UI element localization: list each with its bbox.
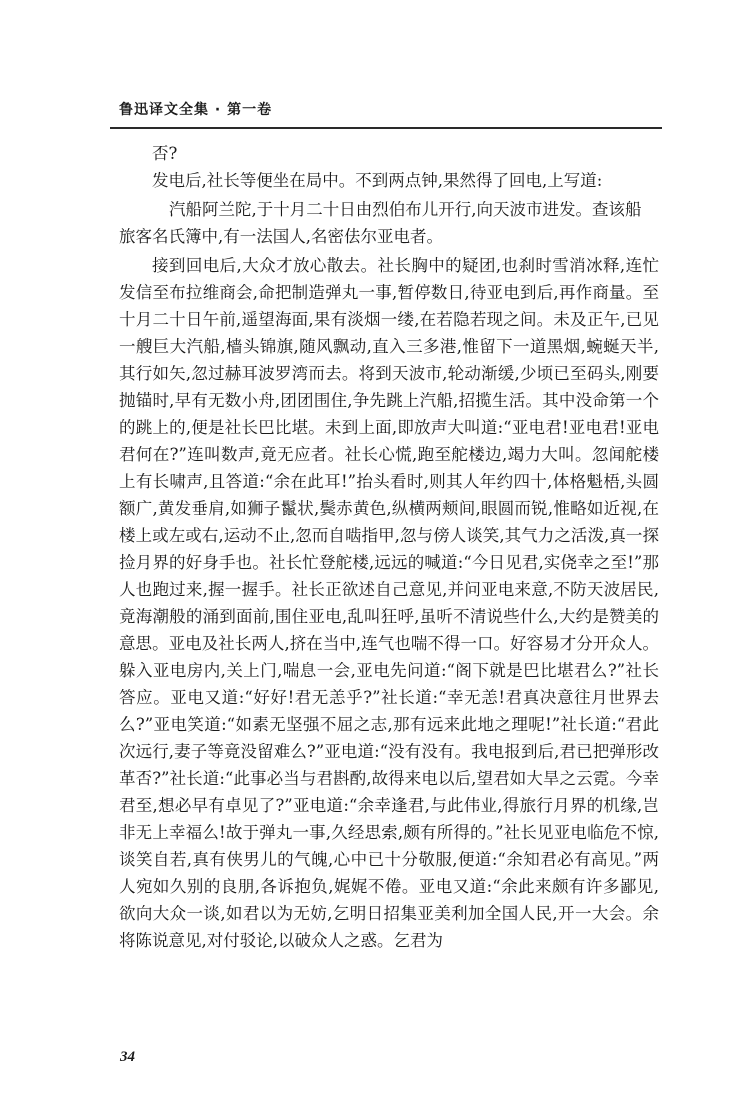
page-number: 34 bbox=[120, 1049, 135, 1065]
telegram-quote-continued: 旅客名氏簿中,有一法国人,名密佉尔亚电者。 bbox=[119, 227, 443, 246]
telegram-quote: 汽船阿兰陀,于十月二十日由烈伯布儿开行,向天波市进发。查该船 bbox=[169, 200, 642, 219]
body-text bbox=[119, 140, 659, 954]
paragraph: 接到回电后,大众才放心散去。社长胸中的疑团,也刹时雪消冰释,连忙发信至布拉维商会,命把制造弹丸一事,暂停数日,待亚电到后,再作商量。至十月二十日午前,遥望海面,果有淡烟一缕,在若隐若现之间。未及正午,已见一艘巨大汽船,樯头锦旗,随风飘动,直入三多港,惟留下一道黑烟,蜿蜒天半,其行如矢,忽过赫耳波罗湾而去。将到天波市,轮动渐缓,少顷已至码头,刚要抛锚时,早有无数小舟,团团围住,争先跳上汽船,招揽生活。其中没命第一个的跳上的,便是社长巴比堪。未到上面,即放声大叫道:“亚电君!亚电君!亚电君何在?”连叫数声,竟无应者。社长心慌,跑至舵楼边,竭力大叫。忽闻舵楼上有长啸声,且答道:“余在此耳!”抬头看时,则其人年约四十,体格魁梧,头圆额广,黄发垂肩,如狮子鬣状,鬓赤黄色,纵横两颊间,眼圆而锐,惟略如近视,在楼上或左或右,运动不止,忽而自啮指甲,忽与傍人谈笑,其气力之活泼,真一探捡月界的好身手也。社长忙登舵楼,远远的喊道:“今日见君,实侥幸之至!”那人也跑过来,握一握手。社长正欲述自己意见,并问亚电来意,不防天波居民,竟海潮般的涌到面前,围住亚电,乱叫狂呼,虽听不清说些什么,大约是赞美的意思。亚电及社长两人,挤在当中,连气也喘不得一口。好容易才分开众人。躲入亚电房内,关上门,喘息一会,亚电先问道:“阁下就是巴比堪君么?”社长答应。亚电又道:“好好!君无恙乎?”社长道:“幸无恙!君真决意往月世界去么?”亚电笑道:“如素无坚强不屈之志,那有远来此地之理呢!”社长道:“君此次远行,妻子等竟没留难么?”亚电道:“没有没有。我电报到后,君已把弹形改革否?”社长道:“此事必当与君斟酌,故得来电以后,望君如大旱之云霓。今幸君至,想必早有卓见了?”亚电道:“余幸逢君,与此伟业,得旅行月界的机缘,岂非无上幸福么!故于弹丸一事,久经思索,颇有所得的。”社长见亚电临危不惊,谈笑自若,真有侠男儿的气魄,心中已十分敬服,便道:“余知君必有高见。”两人宛如久别的良朋,各诉抱负,娓娓不倦。亚电又道:“余此来颇有许多鄙见,欲向大众一谈,如君以为无妨,乞明日招集亚美利加全国人民,开一大会。余将陈说意见,对付驳论,以破众人之惑。乞君为 bbox=[119, 256, 659, 950]
paragraph: 发电后,社长等便坐在局中。不到两点钟,果然得了回电,上写道: bbox=[152, 171, 603, 190]
header-rule bbox=[110, 127, 662, 129]
running-header: 鲁迅译文全集 · 第一卷 bbox=[119, 102, 273, 118]
paragraph: 否? bbox=[152, 144, 178, 163]
